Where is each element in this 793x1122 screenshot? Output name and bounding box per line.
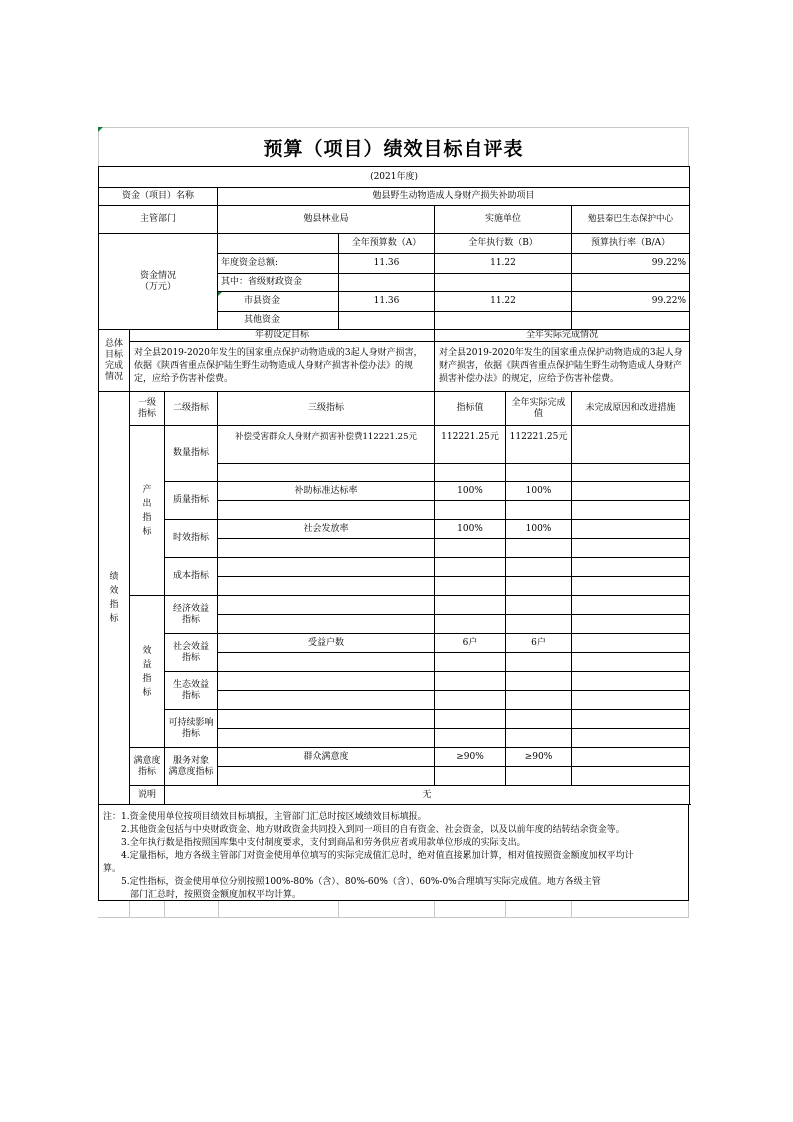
quality-target: 100% <box>435 482 506 501</box>
empty-cell <box>435 767 506 786</box>
cost-indicator-label: 成本指标 <box>165 558 218 596</box>
grid-cell <box>130 901 166 917</box>
service-label-line: 满意度指标 <box>168 766 214 777</box>
funds-label-line1: 资金情况 <box>139 270 176 281</box>
empty-cell <box>506 539 572 558</box>
empty-cell <box>218 577 435 596</box>
actual-goal-text: 对全县2019-2020年发生的国家重点保护动物造成的3起人身财产损害，依据《陕西省重点保护陆生野生动物造成人身财产损害补偿办法》的规定，应给予伤害补偿费。 <box>435 342 690 392</box>
funds-row-rate <box>572 274 690 292</box>
empty-cell <box>435 558 506 577</box>
level1-header-line: 指标 <box>137 408 156 419</box>
empty-cell <box>506 558 572 577</box>
funds-label-line2: （万元） <box>139 281 176 292</box>
funds-col-budget: 全年预算数（A） <box>339 234 435 254</box>
empty-cell <box>435 672 506 691</box>
grid-cell <box>506 901 572 917</box>
empty-cell <box>435 615 506 634</box>
empty-cell <box>435 653 506 672</box>
empty-cell <box>506 653 572 672</box>
empty-cell <box>572 539 690 558</box>
funds-row-rate <box>572 312 690 330</box>
social-label-line: 社会效益 <box>172 641 209 652</box>
empty-cell <box>218 464 435 482</box>
satisfaction-reason <box>572 748 690 767</box>
timeliness-reason <box>572 520 690 539</box>
empty-cell <box>506 767 572 786</box>
empty-cell <box>218 539 435 558</box>
empty-cell <box>572 691 690 710</box>
level1-header <box>130 392 165 426</box>
economic-label-line: 指标 <box>181 614 200 625</box>
ecological-label-line: 生态效益 <box>172 679 209 690</box>
timeliness-target: 100% <box>435 520 506 539</box>
benefit-indicators-label <box>130 596 165 748</box>
funds-header-blank <box>218 234 339 254</box>
output-label-char: 出 <box>142 498 152 509</box>
quality-reason <box>572 482 690 501</box>
plan-goal-header: 年初设定目标 <box>130 330 435 342</box>
dept-label: 主管部门 <box>99 206 218 234</box>
quality-actual: 100% <box>506 482 572 501</box>
impl-unit-label: 实施单位 <box>435 206 572 234</box>
plan-goal-text: 对全县2019-2020年发生的国家重点保护动物造成的3起人身财产损害，依据《陕西省重点保护陆生野生动物造成人身财产损害补偿办法》的规定，应给予伤害补偿费。 <box>130 342 435 392</box>
trailing-grid-row <box>98 901 689 918</box>
quality-indicator-label: 质量指标 <box>165 482 218 520</box>
social-target: 6户 <box>435 634 506 653</box>
funds-row-name: 年度资金总额: <box>218 254 339 274</box>
empty-cell <box>218 691 435 710</box>
evaluation-sheet <box>98 127 689 918</box>
remark-value: 无 <box>165 786 690 805</box>
funds-row-exec: 11.22 <box>435 254 572 274</box>
evaluation-table <box>98 166 690 805</box>
social-indicator-name: 受益户数 <box>218 634 435 653</box>
empty-cell <box>506 615 572 634</box>
output-label-char: 指 <box>142 512 152 523</box>
overall-label-char: 完成 <box>104 360 123 371</box>
quantity-actual: 112221.25元 <box>506 426 572 464</box>
output-label-char: 产 <box>142 484 152 495</box>
quantity-reason <box>572 426 690 464</box>
empty-cell <box>218 558 435 577</box>
sustainable-label-line: 可持续影响 <box>168 717 214 728</box>
empty-cell <box>572 577 690 596</box>
empty-cell <box>572 653 690 672</box>
target-value-header: 指标值 <box>435 392 506 426</box>
empty-cell <box>218 615 435 634</box>
footnote-line: 2.其他资金包括与中央财政资金、地方财政资金共同投入到同一项目的自有资金、社会资金，以及以前年度的结转结余资金等。 <box>103 825 625 835</box>
funds-row-budget <box>339 312 435 330</box>
satisfaction-target: ≥90% <box>435 748 506 767</box>
year-label: (2021年度) <box>99 167 690 188</box>
footnote-line: 4.定量指标，地方各级主管部门对资金使用单位填写的实际完成值汇总时，绝对值直接累加计算，相对值按照资金额度加权平均计 <box>103 851 634 861</box>
benefit-label-char: 益 <box>142 659 152 670</box>
level1-header-line: 一级 <box>137 397 156 408</box>
grid-cell <box>572 901 689 917</box>
empty-cell <box>218 501 435 520</box>
empty-cell <box>435 596 506 615</box>
social-reason <box>572 634 690 653</box>
economic-benefit-label <box>165 596 218 634</box>
funds-row-rate: 99.22% <box>572 292 690 312</box>
funds-label <box>99 234 218 330</box>
perf-label-char: 标 <box>109 614 119 624</box>
empty-cell <box>572 767 690 786</box>
quantity-target: 112221.25元 <box>435 426 506 464</box>
footnote-line: 5.定性指标，资金使用单位分别按照100%-80%（含）、80%-60%（含）、60%-0%合理填写实际完成值。地方各级主管 <box>103 877 601 887</box>
perf-label-char: 指 <box>109 600 119 610</box>
empty-cell <box>218 710 435 729</box>
quantity-indicator-label: 数量指标 <box>165 426 218 482</box>
footnote-line: 3.全年执行数是指按照国库集中支付制度要求，支付到商品和劳务供应者或用款单位形成的实际支出。 <box>103 838 526 848</box>
funds-row-exec <box>435 312 572 330</box>
empty-cell <box>218 653 435 672</box>
output-label-char: 标 <box>142 526 152 537</box>
remark-label: 说明 <box>130 786 165 805</box>
funds-row-exec <box>435 274 572 292</box>
actual-goal-header: 全年实际完成情况 <box>435 330 690 342</box>
empty-cell <box>572 464 690 482</box>
empty-cell <box>572 501 690 520</box>
empty-cell <box>572 729 690 748</box>
social-benefit-label <box>165 634 218 672</box>
perf-label-char: 绩 <box>109 572 119 582</box>
satisfaction-indicators-label <box>130 748 165 786</box>
empty-cell <box>572 710 690 729</box>
actual-header-line: 值 <box>533 408 543 419</box>
timeliness-actual: 100% <box>506 520 572 539</box>
actual-header-line: 全年实际完成 <box>511 397 566 408</box>
empty-cell <box>506 577 572 596</box>
empty-cell <box>506 710 572 729</box>
funds-row-budget <box>339 274 435 292</box>
empty-cell <box>435 691 506 710</box>
social-label-line: 指标 <box>181 652 200 663</box>
overall-label-char: 目标 <box>104 349 123 360</box>
empty-cell <box>218 672 435 691</box>
empty-cell <box>435 729 506 748</box>
funds-row-name: 市县资金 <box>218 292 339 312</box>
overall-label-char: 情况 <box>104 371 123 382</box>
timeliness-indicator-name: 社会发放率 <box>218 520 435 539</box>
empty-cell <box>572 596 690 615</box>
grid-cell <box>98 901 130 917</box>
quantity-indicator-name: 补偿受害群众人身财产损害补偿费112221.25元 <box>218 426 435 464</box>
grid-cell <box>339 901 435 917</box>
benefit-label-char: 标 <box>142 687 152 698</box>
perf-label-char: 效 <box>109 586 119 596</box>
reason-header: 未完成原因和改进措施 <box>572 392 690 426</box>
empty-cell <box>506 596 572 615</box>
project-name-label: 资金（项目）名称 <box>99 188 218 206</box>
grid-cell <box>165 901 218 917</box>
timeliness-indicator-label: 时效指标 <box>165 520 218 558</box>
performance-indicators-label <box>99 392 130 805</box>
grid-cell <box>219 901 340 917</box>
impl-unit-value: 勉县秦巴生态保护中心 <box>572 206 690 234</box>
overall-goal-label <box>99 330 130 392</box>
satisfaction-actual: ≥90% <box>506 748 572 767</box>
funds-row-rate: 99.22% <box>572 254 690 274</box>
empty-cell <box>435 710 506 729</box>
footnote-line: 部门汇总时，按照资金额度加权平均计算。 <box>103 890 302 900</box>
empty-cell <box>506 729 572 748</box>
empty-cell <box>506 691 572 710</box>
cell-comment-marker <box>98 127 103 132</box>
funds-row-name: 其他资金 <box>218 312 339 330</box>
empty-cell <box>572 615 690 634</box>
economic-label-line: 经济效益 <box>172 603 209 614</box>
overall-label-char: 总体 <box>104 338 123 349</box>
benefit-label-char: 效 <box>142 645 152 656</box>
funds-row-name: 其中：省级财政资金 <box>218 274 339 292</box>
empty-cell <box>572 672 690 691</box>
empty-cell <box>506 672 572 691</box>
satisfaction-indicator-name: 群众满意度 <box>218 748 435 767</box>
ecological-benefit-label <box>165 672 218 710</box>
funds-row-exec: 11.22 <box>435 292 572 312</box>
level2-header: 二级指标 <box>165 392 218 426</box>
funds-row-budget: 11.36 <box>339 254 435 274</box>
output-indicators-label <box>130 426 165 596</box>
funds-row-budget: 11.36 <box>339 292 435 312</box>
sustainable-impact-label <box>165 710 218 748</box>
actual-value-header <box>506 392 572 426</box>
satisfaction-label-line: 指标 <box>137 766 156 777</box>
empty-cell <box>218 767 435 786</box>
grid-cell <box>435 901 506 917</box>
benefit-label-char: 指 <box>142 673 152 684</box>
empty-cell <box>506 464 572 482</box>
page-title: 预算（项目）绩效目标自评表 <box>98 127 689 166</box>
sustainable-label-line: 指标 <box>181 728 200 739</box>
empty-cell <box>218 596 435 615</box>
service-satisfaction-label <box>165 748 218 786</box>
social-actual: 6户 <box>506 634 572 653</box>
level3-header: 三级指标 <box>218 392 435 426</box>
ecological-label-line: 指标 <box>181 690 200 701</box>
service-label-line: 服务对象 <box>172 755 209 766</box>
funds-col-rate: 预算执行率（B/A） <box>572 234 690 254</box>
empty-cell <box>435 577 506 596</box>
dept-value: 勉县林业局 <box>218 206 435 234</box>
empty-cell <box>218 729 435 748</box>
footnote-line: 算。 <box>103 864 122 874</box>
funds-col-exec: 全年执行数（B） <box>435 234 572 254</box>
empty-cell <box>506 501 572 520</box>
project-name-value: 勉县野生动物造成人身财产损失补助项目 <box>218 188 690 206</box>
empty-cell <box>435 464 506 482</box>
satisfaction-label-line: 满意度 <box>133 755 161 766</box>
empty-cell <box>435 501 506 520</box>
empty-cell <box>572 558 690 577</box>
footnotes <box>98 805 689 901</box>
quality-indicator-name: 补助标准达标率 <box>218 482 435 501</box>
empty-cell <box>435 539 506 558</box>
footnote-line: 注：1.资金使用单位按项目绩效目标填报，主管部门汇总时按区域绩效目标填报。 <box>103 812 427 822</box>
